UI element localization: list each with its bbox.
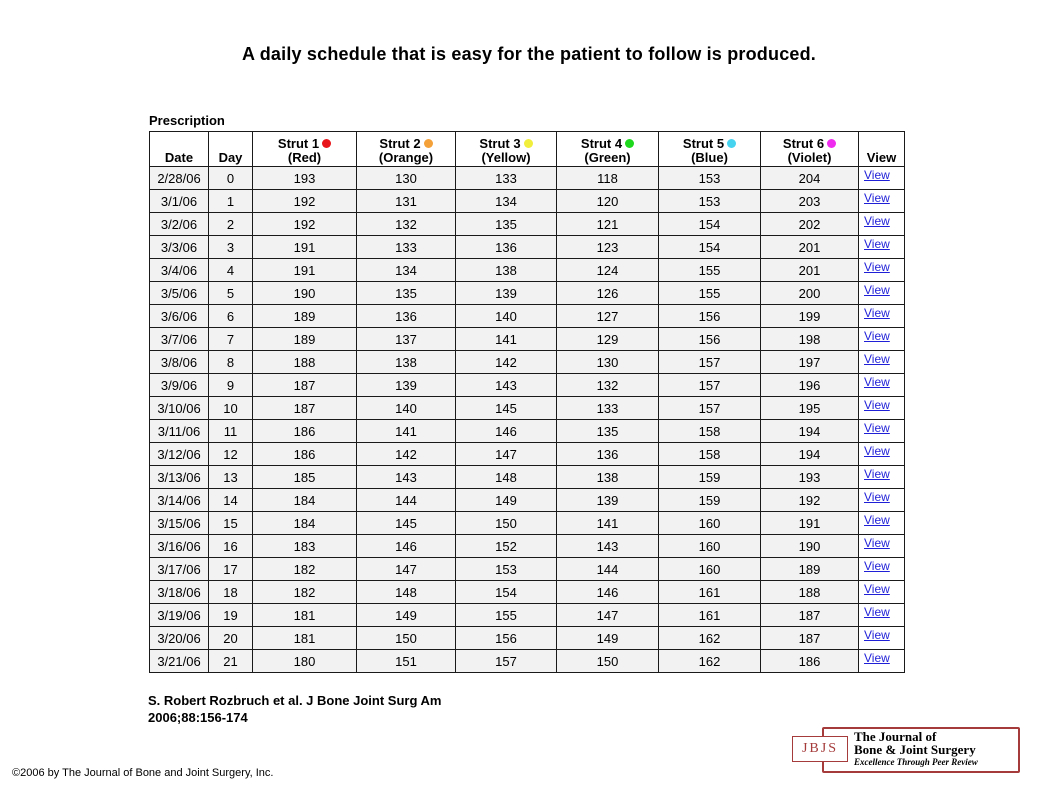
- cell-s4: 127: [557, 305, 659, 328]
- cell-s5: 159: [659, 466, 761, 489]
- cell-date: 3/1/06: [150, 190, 209, 213]
- table-header-row: [150, 132, 905, 167]
- cell-s2: 147: [357, 558, 456, 581]
- cell-s2: 143: [357, 466, 456, 489]
- table-row: [150, 282, 905, 305]
- cell-s4: 133: [557, 397, 659, 420]
- cell-s1: 190: [253, 282, 357, 305]
- cell-s4: 120: [557, 190, 659, 213]
- table-row: [150, 650, 905, 673]
- cell-s2: 135: [357, 282, 456, 305]
- logo-line2: Bone & Joint Surgery: [854, 742, 976, 757]
- col-header-strut1: Strut 1 (Red): [253, 132, 357, 167]
- cell-s2: 148: [357, 581, 456, 604]
- cell-s4: 121: [557, 213, 659, 236]
- table-row: [150, 328, 905, 351]
- view-link[interactable]: View: [864, 375, 890, 389]
- cell-s3: 140: [456, 305, 557, 328]
- cell-s2: 151: [357, 650, 456, 673]
- cell-s4: 150: [557, 650, 659, 673]
- cell-date: 3/5/06: [150, 282, 209, 305]
- table-row: [150, 305, 905, 328]
- cell-s5: 156: [659, 328, 761, 351]
- cell-s1: 193: [253, 167, 357, 190]
- logo-text: [854, 730, 978, 768]
- col-header-view: View: [859, 132, 905, 167]
- blue-dot-icon: [727, 139, 736, 148]
- view-link[interactable]: View: [864, 582, 890, 596]
- view-link[interactable]: View: [864, 352, 890, 366]
- cell-s4: 132: [557, 374, 659, 397]
- cell-date: 3/3/06: [150, 236, 209, 259]
- view-link[interactable]: View: [864, 490, 890, 504]
- cell-day: 8: [209, 351, 253, 374]
- cell-view: [859, 489, 905, 512]
- cell-day: 19: [209, 604, 253, 627]
- cell-s1: 188: [253, 351, 357, 374]
- cell-s6: 187: [761, 604, 859, 627]
- view-link[interactable]: View: [864, 306, 890, 320]
- cell-s4: 123: [557, 236, 659, 259]
- table-row: [150, 489, 905, 512]
- green-dot-icon: [625, 139, 634, 148]
- cell-s1: 183: [253, 535, 357, 558]
- cell-s3: 155: [456, 604, 557, 627]
- cell-s3: 145: [456, 397, 557, 420]
- cell-s3: 133: [456, 167, 557, 190]
- table-row: [150, 558, 905, 581]
- view-link[interactable]: View: [864, 237, 890, 251]
- view-link[interactable]: View: [864, 467, 890, 481]
- table-row: [150, 443, 905, 466]
- cell-s3: 153: [456, 558, 557, 581]
- cell-day: 2: [209, 213, 253, 236]
- col-header-strut5: Strut 5 (Blue): [659, 132, 761, 167]
- cell-s2: 130: [357, 167, 456, 190]
- cell-s1: 192: [253, 190, 357, 213]
- cell-s2: 141: [357, 420, 456, 443]
- cell-s5: 157: [659, 397, 761, 420]
- cell-s1: 185: [253, 466, 357, 489]
- cell-day: 9: [209, 374, 253, 397]
- cell-s3: 152: [456, 535, 557, 558]
- cell-s1: 189: [253, 328, 357, 351]
- cell-s3: 142: [456, 351, 557, 374]
- cell-s6: 193: [761, 466, 859, 489]
- cell-date: 3/19/06: [150, 604, 209, 627]
- col-header-day: Day: [209, 132, 253, 167]
- cell-s5: 158: [659, 420, 761, 443]
- view-link[interactable]: View: [864, 260, 890, 274]
- cell-view: [859, 466, 905, 489]
- cell-s4: 118: [557, 167, 659, 190]
- cell-s6: 194: [761, 443, 859, 466]
- cell-date: 3/12/06: [150, 443, 209, 466]
- cell-s1: 191: [253, 259, 357, 282]
- cell-s6: 204: [761, 167, 859, 190]
- cell-s6: 199: [761, 305, 859, 328]
- view-link[interactable]: View: [864, 421, 890, 435]
- cell-s3: 139: [456, 282, 557, 305]
- cell-date: 3/7/06: [150, 328, 209, 351]
- col-header-strut3: Strut 3 (Yellow): [456, 132, 557, 167]
- logo-line1: The Journal of: [854, 729, 937, 744]
- cell-s2: 149: [357, 604, 456, 627]
- cell-s6: 189: [761, 558, 859, 581]
- red-dot-icon: [322, 139, 331, 148]
- cell-day: 20: [209, 627, 253, 650]
- table-row: [150, 466, 905, 489]
- cell-s1: 180: [253, 650, 357, 673]
- table-row: [150, 581, 905, 604]
- cell-s4: 139: [557, 489, 659, 512]
- cell-view: [859, 167, 905, 190]
- violet-dot-icon: [827, 139, 836, 148]
- cell-date: 3/21/06: [150, 650, 209, 673]
- table-row: [150, 374, 905, 397]
- cell-day: 12: [209, 443, 253, 466]
- cell-s1: 192: [253, 213, 357, 236]
- cell-s6: 195: [761, 397, 859, 420]
- cell-s3: 135: [456, 213, 557, 236]
- table-row: [150, 259, 905, 282]
- cell-s6: 192: [761, 489, 859, 512]
- cell-view: [859, 420, 905, 443]
- cell-s4: 129: [557, 328, 659, 351]
- cell-s5: 154: [659, 236, 761, 259]
- cell-s3: 150: [456, 512, 557, 535]
- cell-day: 18: [209, 581, 253, 604]
- cell-view: [859, 443, 905, 466]
- cell-date: 3/17/06: [150, 558, 209, 581]
- view-link[interactable]: View: [864, 444, 890, 458]
- cell-day: 3: [209, 236, 253, 259]
- cell-s6: 187: [761, 627, 859, 650]
- cell-date: 3/11/06: [150, 420, 209, 443]
- cell-s3: 146: [456, 420, 557, 443]
- cell-s2: 132: [357, 213, 456, 236]
- view-link[interactable]: View: [864, 651, 890, 665]
- table-row: [150, 236, 905, 259]
- cell-day: 11: [209, 420, 253, 443]
- cell-s1: 187: [253, 397, 357, 420]
- col-header-strut6: Strut 6 (Violet): [761, 132, 859, 167]
- cell-date: 3/6/06: [150, 305, 209, 328]
- cell-date: 3/14/06: [150, 489, 209, 512]
- cell-s2: 136: [357, 305, 456, 328]
- cell-s5: 162: [659, 650, 761, 673]
- cell-day: 21: [209, 650, 253, 673]
- cell-s5: 160: [659, 535, 761, 558]
- cell-s2: 145: [357, 512, 456, 535]
- view-link[interactable]: View: [864, 559, 890, 573]
- cell-s3: 148: [456, 466, 557, 489]
- cell-s5: 154: [659, 213, 761, 236]
- cell-s3: 147: [456, 443, 557, 466]
- cell-s1: 182: [253, 581, 357, 604]
- cell-s5: 161: [659, 604, 761, 627]
- cell-s3: 134: [456, 190, 557, 213]
- view-link[interactable]: View: [864, 214, 890, 228]
- cell-day: 1: [209, 190, 253, 213]
- cell-s5: 159: [659, 489, 761, 512]
- cell-s1: 182: [253, 558, 357, 581]
- cell-s6: 196: [761, 374, 859, 397]
- cell-s5: 153: [659, 167, 761, 190]
- table-row: [150, 397, 905, 420]
- cell-view: [859, 535, 905, 558]
- table-row: [150, 420, 905, 443]
- cell-s5: 160: [659, 512, 761, 535]
- view-link[interactable]: View: [864, 283, 890, 297]
- cell-s3: 138: [456, 259, 557, 282]
- cell-day: 17: [209, 558, 253, 581]
- cell-date: 3/9/06: [150, 374, 209, 397]
- cell-s6: 203: [761, 190, 859, 213]
- view-link[interactable]: View: [864, 191, 890, 205]
- cell-date: 3/15/06: [150, 512, 209, 535]
- table-row: [150, 604, 905, 627]
- cell-view: [859, 213, 905, 236]
- cell-s3: 156: [456, 627, 557, 650]
- view-link[interactable]: View: [864, 513, 890, 527]
- cell-date: 3/2/06: [150, 213, 209, 236]
- logo-tagline: Excellence Through Peer Review: [854, 757, 978, 767]
- cell-view: [859, 259, 905, 282]
- prescription-heading: Prescription: [149, 113, 225, 128]
- cell-s6: 191: [761, 512, 859, 535]
- table-row: [150, 167, 905, 190]
- cell-s5: 158: [659, 443, 761, 466]
- slide-title: A daily schedule that is easy for the patient to follow is produced.: [241, 44, 817, 64]
- cell-s4: 130: [557, 351, 659, 374]
- cell-s5: 157: [659, 374, 761, 397]
- cell-view: [859, 650, 905, 673]
- cell-s6: 201: [761, 259, 859, 282]
- cell-day: 4: [209, 259, 253, 282]
- cell-s1: 181: [253, 604, 357, 627]
- cell-s2: 139: [357, 374, 456, 397]
- table-row: [150, 627, 905, 650]
- cell-s2: 146: [357, 535, 456, 558]
- cell-date: 3/20/06: [150, 627, 209, 650]
- cell-s2: 142: [357, 443, 456, 466]
- cell-s1: 189: [253, 305, 357, 328]
- jbjs-logo: [792, 727, 1020, 773]
- citation-volume: 2006;88:156-174: [148, 710, 248, 725]
- col-header-date: Date: [150, 132, 209, 167]
- cell-s4: 124: [557, 259, 659, 282]
- cell-day: 14: [209, 489, 253, 512]
- cell-s5: 157: [659, 351, 761, 374]
- cell-s4: 146: [557, 581, 659, 604]
- prescription-figure: [146, 111, 913, 678]
- cell-s5: 155: [659, 282, 761, 305]
- cell-s2: 137: [357, 328, 456, 351]
- cell-s4: 136: [557, 443, 659, 466]
- cell-date: 3/18/06: [150, 581, 209, 604]
- cell-s6: 194: [761, 420, 859, 443]
- cell-view: [859, 351, 905, 374]
- cell-s5: 153: [659, 190, 761, 213]
- cell-s4: 126: [557, 282, 659, 305]
- cell-s6: 202: [761, 213, 859, 236]
- table-row: [150, 190, 905, 213]
- cell-view: [859, 328, 905, 351]
- cell-s3: 157: [456, 650, 557, 673]
- cell-s1: 184: [253, 512, 357, 535]
- cell-s2: 138: [357, 351, 456, 374]
- view-link[interactable]: View: [864, 329, 890, 343]
- copyright-notice: ©2006 by The Journal of Bone and Joint Surgery, Inc.: [12, 767, 274, 779]
- cell-s6: 190: [761, 535, 859, 558]
- cell-s6: 201: [761, 236, 859, 259]
- cell-s1: 184: [253, 489, 357, 512]
- cell-s6: 198: [761, 328, 859, 351]
- cell-view: [859, 397, 905, 420]
- cell-s1: 186: [253, 443, 357, 466]
- cell-s4: 149: [557, 627, 659, 650]
- cell-s3: 149: [456, 489, 557, 512]
- cell-s5: 162: [659, 627, 761, 650]
- view-link[interactable]: View: [864, 536, 890, 550]
- cell-s1: 186: [253, 420, 357, 443]
- cell-s5: 161: [659, 581, 761, 604]
- cell-day: 7: [209, 328, 253, 351]
- cell-s2: 134: [357, 259, 456, 282]
- cell-s4: 144: [557, 558, 659, 581]
- cell-date: 3/16/06: [150, 535, 209, 558]
- view-link[interactable]: View: [864, 398, 890, 412]
- citation: [148, 692, 442, 726]
- cell-s4: 147: [557, 604, 659, 627]
- table-row: [150, 351, 905, 374]
- cell-s5: 155: [659, 259, 761, 282]
- orange-dot-icon: [424, 139, 433, 148]
- prescription-table: [149, 131, 905, 673]
- cell-s1: 191: [253, 236, 357, 259]
- cell-s6: 197: [761, 351, 859, 374]
- cell-view: [859, 604, 905, 627]
- cell-s6: 200: [761, 282, 859, 305]
- cell-s1: 181: [253, 627, 357, 650]
- cell-day: 13: [209, 466, 253, 489]
- cell-date: 3/10/06: [150, 397, 209, 420]
- cell-s3: 136: [456, 236, 557, 259]
- cell-view: [859, 190, 905, 213]
- cell-s2: 131: [357, 190, 456, 213]
- cell-s4: 135: [557, 420, 659, 443]
- cell-s1: 187: [253, 374, 357, 397]
- cell-day: 10: [209, 397, 253, 420]
- cell-view: [859, 374, 905, 397]
- jbjs-mark: JBJS: [792, 736, 848, 762]
- cell-s3: 154: [456, 581, 557, 604]
- cell-s2: 133: [357, 236, 456, 259]
- view-link[interactable]: View: [864, 628, 890, 642]
- cell-s5: 156: [659, 305, 761, 328]
- cell-day: 16: [209, 535, 253, 558]
- cell-date: 3/8/06: [150, 351, 209, 374]
- cell-s2: 144: [357, 489, 456, 512]
- view-link[interactable]: View: [864, 168, 890, 182]
- cell-date: 3/13/06: [150, 466, 209, 489]
- col-header-strut4: Strut 4 (Green): [557, 132, 659, 167]
- cell-view: [859, 512, 905, 535]
- table-row: [150, 512, 905, 535]
- cell-s3: 141: [456, 328, 557, 351]
- cell-s2: 150: [357, 627, 456, 650]
- cell-s4: 138: [557, 466, 659, 489]
- cell-s4: 141: [557, 512, 659, 535]
- cell-view: [859, 305, 905, 328]
- yellow-dot-icon: [524, 139, 533, 148]
- table-row: [150, 535, 905, 558]
- view-link[interactable]: View: [864, 605, 890, 619]
- table-row: [150, 213, 905, 236]
- col-header-strut2: Strut 2 (Orange): [357, 132, 456, 167]
- cell-day: 0: [209, 167, 253, 190]
- cell-view: [859, 236, 905, 259]
- cell-day: 6: [209, 305, 253, 328]
- cell-s6: 186: [761, 650, 859, 673]
- cell-s5: 160: [659, 558, 761, 581]
- cell-date: 2/28/06: [150, 167, 209, 190]
- cell-s4: 143: [557, 535, 659, 558]
- citation-authors: S. Robert Rozbruch et al. J Bone Joint Surg Am: [148, 693, 442, 708]
- cell-view: [859, 581, 905, 604]
- cell-day: 15: [209, 512, 253, 535]
- cell-view: [859, 558, 905, 581]
- cell-date: 3/4/06: [150, 259, 209, 282]
- cell-s3: 143: [456, 374, 557, 397]
- cell-s2: 140: [357, 397, 456, 420]
- cell-view: [859, 627, 905, 650]
- cell-view: [859, 282, 905, 305]
- cell-day: 5: [209, 282, 253, 305]
- cell-s6: 188: [761, 581, 859, 604]
